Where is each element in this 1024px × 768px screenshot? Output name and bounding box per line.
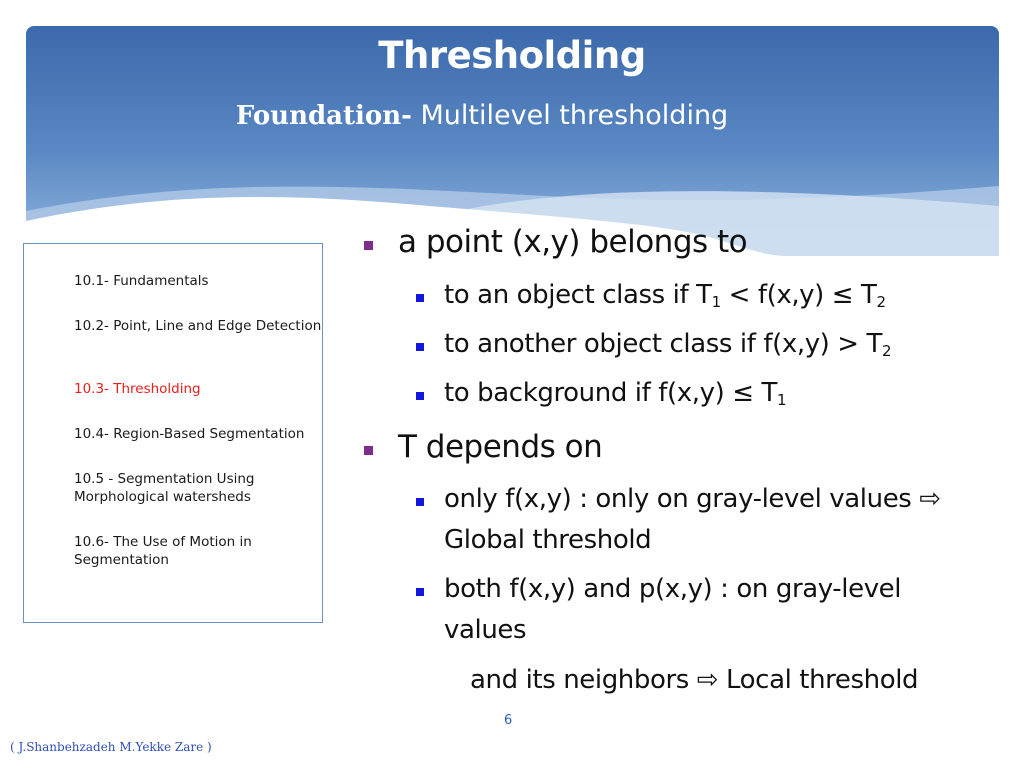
sub-bullet-icon — [416, 343, 424, 351]
sub2-subscript: 2 — [882, 342, 892, 360]
sub-bullet-another-class — [444, 329, 891, 360]
sub-bullet-icon — [416, 294, 424, 302]
sub3-text: to background if f(x,y) ≤ T — [444, 378, 777, 408]
toc-item-fundamentals[interactable]: 10.1- Fundamentals — [74, 273, 209, 289]
toc-item-motion[interactable]: 10.6- The Use of Motion in Segmentation — [74, 534, 252, 568]
sub-bullet-global-line2: Global threshold — [444, 525, 652, 555]
sub-bullet-background — [444, 378, 786, 409]
author-credit: ( J.Shanbehzadeh M.Yekke Zare ) — [10, 740, 212, 754]
sub-bullet-object-class — [444, 280, 886, 311]
slide-subtitle — [0, 100, 964, 131]
subtitle-bold: Foundation- — [235, 101, 412, 131]
bullet-belongs-to: a point (x,y) belongs to — [398, 224, 748, 260]
sub-bullet-icon — [416, 588, 424, 596]
bullet-square-icon — [364, 241, 373, 250]
toc-item-point-line-edge[interactable]: 10.2- Point, Line and Edge Detection — [74, 318, 322, 334]
sub-bullet-local-line2: values — [444, 615, 527, 645]
sub-bullet-global-line1: only f(x,y) : only on gray-level values ⇨ — [444, 484, 941, 514]
sub-bullet-local-line1: both f(x,y) and p(x,y) : on gray-level — [444, 574, 902, 604]
continuation-neighbors: and its neighbors ⇨ Local threshold — [470, 665, 919, 695]
sub-bullet-icon — [416, 392, 424, 400]
subtitle-text: Multilevel thresholding — [411, 100, 729, 131]
bullet-t-depends: T depends on — [398, 429, 603, 465]
sub1-subscript-2: 2 — [876, 293, 886, 311]
sub1-subscript-1: 1 — [711, 293, 721, 311]
toc-item-thresholding[interactable]: 10.3- Thresholding — [74, 381, 201, 397]
sub2-text: to another object class if f(x,y) > T — [444, 329, 883, 359]
sub3-subscript: 1 — [776, 391, 787, 409]
sub1-text-mid: < f(x,y) ≤ T — [720, 280, 877, 310]
sub-bullet-icon — [416, 498, 424, 506]
toc-item-watersheds[interactable]: 10.5 - Segmentation Using Morphological watersheds — [74, 471, 255, 505]
sub1-text: to an object class if T — [444, 280, 712, 310]
bullet-square-icon — [364, 446, 373, 455]
toc-item-region-based[interactable]: 10.4- Region-Based Segmentation — [74, 426, 305, 442]
table-of-contents — [23, 243, 323, 623]
slide-title: Thresholding — [378, 34, 646, 77]
page-number: 6 — [504, 713, 513, 728]
